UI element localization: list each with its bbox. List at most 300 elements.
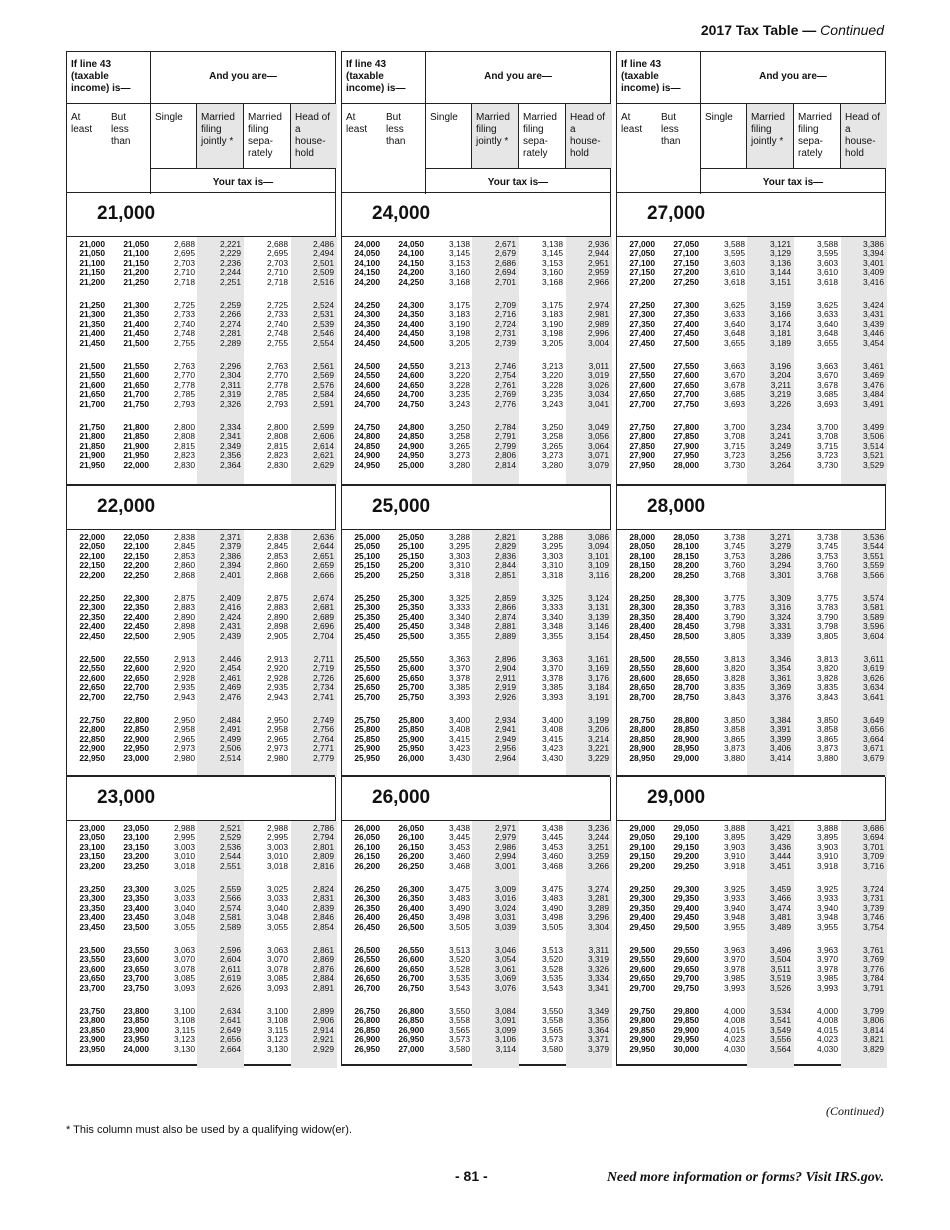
but-less-than-cell: 22,850 xyxy=(123,724,149,735)
single-tax-cell: 3,415 xyxy=(449,733,470,744)
head-of-household-tax-cell: 3,821 xyxy=(863,1034,884,1045)
married-separately-tax-cell: 2,733 xyxy=(267,309,288,320)
but-less-than-cell: 27,500 xyxy=(673,337,699,348)
married-separately-tax-cell: 2,778 xyxy=(267,379,288,390)
single-tax-cell: 3,790 xyxy=(724,611,745,622)
at-least-cell: 21,300 xyxy=(79,309,105,320)
married-separately-tax-cell: 3,858 xyxy=(817,724,838,735)
table-row xyxy=(617,632,885,641)
table-row xyxy=(342,862,610,871)
head-of-household-header: Head of a house- hold xyxy=(291,104,337,168)
married-jointly-tax-cell: 2,919 xyxy=(495,682,516,693)
married-jointly-tax-cell: 2,431 xyxy=(220,621,241,632)
at-least-cell: 24,100 xyxy=(354,257,380,268)
but-less-than-cell: 22,350 xyxy=(123,602,149,613)
at-least-cell: 28,050 xyxy=(629,541,655,552)
table-row xyxy=(617,683,885,692)
but-less-than-cell: 24,000 xyxy=(123,1043,149,1054)
single-tax-cell: 2,943 xyxy=(174,691,195,702)
but-less-than-cell: 24,900 xyxy=(398,440,424,451)
single-tax-cell: 3,025 xyxy=(174,884,195,894)
at-least-cell: 23,650 xyxy=(79,973,105,984)
married-jointly-tax-cell: 3,151 xyxy=(770,276,791,287)
married-jointly-tax-cell: 3,061 xyxy=(495,963,516,974)
table-row xyxy=(342,442,610,451)
at-least-cell: 28,450 xyxy=(629,630,655,641)
row-group xyxy=(342,943,610,1004)
married-jointly-tax-cell: 2,409 xyxy=(220,593,241,603)
but-less-than-cell: 28,950 xyxy=(673,743,699,754)
but-less-than-cell: 21,300 xyxy=(123,300,149,310)
at-least-cell: 24,400 xyxy=(354,328,380,339)
married-jointly-tax-cell: 3,496 xyxy=(770,945,791,955)
but-less-than-cell: 28,200 xyxy=(673,560,699,571)
head-of-household-tax-cell: 2,989 xyxy=(588,318,609,329)
section-heading: 21,000 xyxy=(67,193,335,237)
at-least-cell: 29,200 xyxy=(629,860,655,871)
row-group xyxy=(617,882,885,943)
married-separately-tax-cell: 3,415 xyxy=(542,733,563,744)
at-least-cell: 22,200 xyxy=(79,569,105,580)
but-less-than-cell: 22,300 xyxy=(123,593,149,603)
table-row xyxy=(617,561,885,570)
at-least-header: At least xyxy=(346,112,368,135)
married-separately-tax-cell: 3,708 xyxy=(817,431,838,442)
single-tax-cell: 3,183 xyxy=(449,309,470,320)
table-row xyxy=(342,744,610,753)
married-separately-tax-cell: 3,295 xyxy=(542,541,563,552)
head-of-household-tax-cell: 3,236 xyxy=(588,823,609,833)
single-tax-cell: 3,588 xyxy=(724,239,745,249)
table-row xyxy=(342,894,610,903)
at-least-cell: 25,950 xyxy=(354,752,380,763)
at-least-cell: 28,600 xyxy=(629,672,655,683)
at-least-cell: 21,550 xyxy=(79,370,105,381)
table-row xyxy=(617,974,885,983)
married-jointly-tax-cell: 3,069 xyxy=(495,973,516,984)
married-jointly-tax-cell: 2,251 xyxy=(220,276,241,287)
at-least-cell: 25,550 xyxy=(354,663,380,674)
head-of-household-tax-cell: 2,914 xyxy=(313,1024,334,1035)
head-of-household-tax-cell: 3,416 xyxy=(863,276,884,287)
at-least-cell: 24,700 xyxy=(354,398,380,409)
table-row xyxy=(67,362,335,371)
single-tax-cell: 3,243 xyxy=(449,398,470,409)
head-of-household-tax-cell: 2,681 xyxy=(313,602,334,613)
table-row xyxy=(342,824,610,833)
head-of-household-tax-cell: 2,839 xyxy=(313,902,334,913)
table-row xyxy=(617,894,885,903)
but-less-than-cell: 23,300 xyxy=(123,884,149,894)
single-tax-cell: 3,453 xyxy=(449,841,470,852)
table-row xyxy=(342,594,610,603)
married-jointly-tax-cell: 2,806 xyxy=(495,450,516,461)
table-row xyxy=(342,984,610,993)
but-less-than-cell: 25,250 xyxy=(398,569,424,580)
single-tax-cell: 2,740 xyxy=(174,318,195,329)
married-jointly-tax-cell: 2,994 xyxy=(495,851,516,862)
section-heading: 27,000 xyxy=(617,193,885,237)
head-of-household-tax-cell: 2,996 xyxy=(588,328,609,339)
table-row xyxy=(342,754,610,763)
married-jointly-tax-cell: 2,544 xyxy=(220,851,241,862)
married-jointly-tax-cell: 2,634 xyxy=(220,1006,241,1016)
table-row xyxy=(617,278,885,287)
section-heading: 24,000 xyxy=(342,193,610,237)
but-less-than-cell: 25,400 xyxy=(398,611,424,622)
head-of-household-tax-cell: 2,494 xyxy=(313,248,334,259)
single-tax-cell: 3,595 xyxy=(724,248,745,259)
single-tax-cell: 2,928 xyxy=(174,672,195,683)
married-separately-tax-cell: 3,003 xyxy=(267,841,288,852)
but-less-than-cell: 23,200 xyxy=(123,851,149,862)
head-of-household-tax-cell: 3,131 xyxy=(588,602,609,613)
married-jointly-tax-cell: 2,416 xyxy=(220,602,241,613)
but-less-than-cell: 22,150 xyxy=(123,550,149,561)
single-tax-cell: 3,505 xyxy=(449,921,470,932)
table-row xyxy=(67,965,335,974)
table-row xyxy=(617,984,885,993)
married-separately-tax-cell: 2,815 xyxy=(267,440,288,451)
head-of-household-tax-cell: 2,779 xyxy=(313,752,334,763)
column-header xyxy=(342,52,610,193)
head-of-household-tax-cell: 3,221 xyxy=(588,743,609,754)
head-of-household-tax-cell: 2,666 xyxy=(313,569,334,580)
but-less-than-cell: 28,600 xyxy=(673,663,699,674)
at-least-cell: 24,900 xyxy=(354,450,380,461)
married-separately-tax-cell: 3,363 xyxy=(542,654,563,664)
single-tax-cell: 3,805 xyxy=(724,630,745,641)
head-of-household-tax-cell: 2,651 xyxy=(313,550,334,561)
married-separately-tax-cell: 3,378 xyxy=(542,672,563,683)
single-tax-cell: 3,468 xyxy=(449,860,470,871)
at-least-cell: 24,850 xyxy=(354,440,380,451)
row-group xyxy=(342,359,610,420)
at-least-cell: 25,650 xyxy=(354,682,380,693)
table-row xyxy=(67,542,335,551)
but-less-than-cell: 26,650 xyxy=(398,963,424,974)
head-of-household-tax-cell: 3,806 xyxy=(863,1015,884,1026)
single-tax-cell: 3,610 xyxy=(724,267,745,278)
married-jointly-tax-cell: 2,836 xyxy=(495,550,516,561)
married-jointly-tax-cell: 3,451 xyxy=(770,860,791,871)
but-less-than-cell: 23,500 xyxy=(123,921,149,932)
married-separately-tax-cell: 2,710 xyxy=(267,267,288,278)
single-tax-cell: 3,288 xyxy=(449,532,470,542)
single-tax-cell: 3,145 xyxy=(449,248,470,259)
but-less-than-cell: 28,350 xyxy=(673,602,699,613)
married-separately-tax-cell: 3,108 xyxy=(267,1015,288,1026)
table-row xyxy=(67,754,335,763)
married-jointly-tax-cell: 3,429 xyxy=(770,832,791,843)
at-least-cell: 25,150 xyxy=(354,560,380,571)
at-least-cell: 26,150 xyxy=(354,851,380,862)
row-group xyxy=(617,652,885,713)
married-separately-tax-cell: 3,048 xyxy=(267,912,288,923)
but-less-than-cell: 26,700 xyxy=(398,973,424,984)
single-tax-cell: 2,973 xyxy=(174,743,195,754)
married-jointly-tax-cell: 2,424 xyxy=(220,611,241,622)
head-of-household-tax-cell: 2,824 xyxy=(313,884,334,894)
head-of-household-tax-cell: 2,659 xyxy=(313,560,334,571)
married-jointly-tax-cell: 2,499 xyxy=(220,733,241,744)
table-row xyxy=(342,451,610,460)
but-less-than-cell: 22,500 xyxy=(123,630,149,641)
married-separately-tax-cell: 3,220 xyxy=(542,370,563,381)
married-separately-tax-cell: 3,018 xyxy=(267,860,288,871)
married-separately-tax-cell: 3,693 xyxy=(817,398,838,409)
but-less-than-cell: 21,750 xyxy=(123,398,149,409)
head-of-household-tax-cell: 2,794 xyxy=(313,832,334,843)
single-tax-cell: 3,888 xyxy=(724,823,745,833)
income-section xyxy=(67,775,335,1066)
head-of-household-tax-cell: 2,674 xyxy=(313,593,334,603)
at-least-cell: 26,850 xyxy=(354,1024,380,1035)
single-tax-cell: 3,663 xyxy=(724,361,745,371)
table-row xyxy=(342,278,610,287)
row-group xyxy=(617,943,885,1004)
table-row xyxy=(617,923,885,932)
married-separately-tax-cell: 3,513 xyxy=(542,945,563,955)
single-tax-cell: 2,883 xyxy=(174,602,195,613)
married-jointly-tax-cell: 2,581 xyxy=(220,912,241,923)
married-separately-tax-cell: 3,625 xyxy=(817,300,838,310)
married-jointly-tax-cell: 2,596 xyxy=(220,945,241,955)
at-least-cell: 27,600 xyxy=(629,379,655,390)
table-row xyxy=(617,542,885,551)
single-tax-cell: 3,760 xyxy=(724,560,745,571)
but-less-than-cell: 27,050 xyxy=(673,239,699,249)
single-tax-cell: 3,655 xyxy=(724,337,745,348)
but-less-than-cell: 24,400 xyxy=(398,318,424,329)
single-tax-cell: 3,865 xyxy=(724,733,745,744)
at-least-cell: 28,200 xyxy=(629,569,655,580)
single-tax-cell: 2,763 xyxy=(174,361,195,371)
married-separately-tax-cell: 2,770 xyxy=(267,370,288,381)
married-jointly-tax-cell: 2,491 xyxy=(220,724,241,735)
but-less-than-cell: 25,000 xyxy=(398,459,424,470)
but-less-than-cell: 28,300 xyxy=(673,593,699,603)
head-of-household-tax-cell: 3,214 xyxy=(588,733,609,744)
row-group xyxy=(617,821,885,882)
table-row xyxy=(67,603,335,612)
table-row xyxy=(617,240,885,249)
head-of-household-tax-cell: 2,539 xyxy=(313,318,334,329)
at-least-cell: 27,400 xyxy=(629,328,655,339)
at-least-cell: 21,600 xyxy=(79,379,105,390)
married-jointly-tax-cell: 2,266 xyxy=(220,309,241,320)
but-less-than-cell: 21,800 xyxy=(123,422,149,432)
married-separately-tax-cell: 2,800 xyxy=(267,422,288,432)
at-least-cell: 28,400 xyxy=(629,621,655,632)
head-of-household-tax-cell: 2,584 xyxy=(313,389,334,400)
section-rows xyxy=(617,821,885,1068)
table-row xyxy=(342,432,610,441)
married-jointly-tax-cell: 3,054 xyxy=(495,954,516,965)
but-less-than-cell: 24,950 xyxy=(398,450,424,461)
married-jointly-tax-cell: 2,521 xyxy=(220,823,241,833)
single-tax-cell: 3,018 xyxy=(174,860,195,871)
but-less-than-cell: 28,550 xyxy=(673,654,699,664)
married-separately-tax-cell: 3,685 xyxy=(817,389,838,400)
table-row xyxy=(67,451,335,460)
table-row xyxy=(67,432,335,441)
married-separately-tax-cell: 3,745 xyxy=(817,541,838,552)
head-of-household-tax-cell: 3,499 xyxy=(863,422,884,432)
at-least-cell: 22,650 xyxy=(79,682,105,693)
table-row xyxy=(67,693,335,702)
single-tax-cell: 3,693 xyxy=(724,398,745,409)
row-group xyxy=(617,420,885,481)
at-least-cell: 21,350 xyxy=(79,318,105,329)
single-tax-cell: 3,408 xyxy=(449,724,470,735)
married-jointly-tax-cell: 3,541 xyxy=(770,1015,791,1026)
table-row xyxy=(67,1016,335,1025)
married-jointly-tax-cell: 3,016 xyxy=(495,893,516,904)
table-row xyxy=(67,268,335,277)
table-row xyxy=(617,693,885,702)
table-row xyxy=(617,1026,885,1035)
but-less-than-cell: 30,000 xyxy=(673,1043,699,1054)
at-least-cell: 24,750 xyxy=(354,422,380,432)
married-jointly-tax-cell: 2,611 xyxy=(220,963,241,974)
married-separately-tax-cell: 3,565 xyxy=(542,1024,563,1035)
single-header: Single xyxy=(701,104,747,168)
married-separately-tax-cell: 3,610 xyxy=(817,267,838,278)
head-of-household-tax-cell: 3,394 xyxy=(863,248,884,259)
married-separately-tax-cell: 2,845 xyxy=(267,541,288,552)
single-tax-cell: 3,070 xyxy=(174,954,195,965)
row-group xyxy=(617,1004,885,1065)
table-row xyxy=(617,571,885,580)
at-least-cell: 22,800 xyxy=(79,724,105,735)
married-separately-tax-cell: 3,850 xyxy=(817,715,838,725)
head-of-household-tax-cell: 2,599 xyxy=(313,422,334,432)
head-of-household-tax-cell: 3,454 xyxy=(863,337,884,348)
single-tax-cell: 2,965 xyxy=(174,733,195,744)
but-less-than-cell: 22,400 xyxy=(123,611,149,622)
married-jointly-tax-cell: 2,334 xyxy=(220,422,241,432)
at-least-cell: 21,250 xyxy=(79,300,105,310)
single-tax-cell: 3,535 xyxy=(449,973,470,984)
married-jointly-tax-cell: 2,641 xyxy=(220,1015,241,1026)
at-least-cell: 28,250 xyxy=(629,593,655,603)
row-group xyxy=(67,359,335,420)
but-less-than-cell: 21,200 xyxy=(123,267,149,278)
your-tax-is-header: Your tax is— xyxy=(151,168,335,194)
head-of-household-tax-cell: 3,634 xyxy=(863,682,884,693)
but-less-than-cell: 25,500 xyxy=(398,630,424,641)
married-jointly-tax-cell: 2,851 xyxy=(495,569,516,580)
single-tax-cell: 3,153 xyxy=(449,257,470,268)
head-of-household-tax-cell: 3,544 xyxy=(863,541,884,552)
row-group xyxy=(67,591,335,652)
head-of-household-tax-cell: 3,491 xyxy=(863,398,884,409)
at-least-cell: 22,500 xyxy=(79,654,105,664)
column-header xyxy=(67,52,335,193)
married-separately-tax-cell: 3,213 xyxy=(542,361,563,371)
head-of-household-tax-cell: 2,591 xyxy=(313,398,334,409)
married-separately-tax-cell: 3,100 xyxy=(267,1006,288,1016)
married-separately-tax-cell: 3,655 xyxy=(817,337,838,348)
married-jointly-tax-cell: 2,934 xyxy=(495,715,516,725)
column-labels xyxy=(67,103,335,193)
married-separately-tax-cell: 3,310 xyxy=(542,560,563,571)
head-of-household-tax-cell: 3,724 xyxy=(863,884,884,894)
married-separately-tax-cell: 3,753 xyxy=(817,550,838,561)
but-less-than-cell: 28,700 xyxy=(673,682,699,693)
income-section xyxy=(342,775,610,1066)
married-separately-tax-cell: 3,723 xyxy=(817,450,838,461)
single-tax-cell: 3,483 xyxy=(449,893,470,904)
but-less-than-cell: 25,650 xyxy=(398,672,424,683)
at-least-cell: 25,050 xyxy=(354,541,380,552)
table-row xyxy=(617,904,885,913)
table-row xyxy=(67,843,335,852)
married-separately-tax-cell: 3,025 xyxy=(267,884,288,894)
table-row xyxy=(617,329,885,338)
table-row xyxy=(617,913,885,922)
but-less-than-cell: 25,200 xyxy=(398,560,424,571)
head-of-household-tax-cell: 3,176 xyxy=(588,672,609,683)
married-separately-tax-cell: 3,580 xyxy=(542,1043,563,1054)
married-jointly-tax-cell: 2,889 xyxy=(495,630,516,641)
married-separately-tax-cell: 3,070 xyxy=(267,954,288,965)
head-of-household-tax-cell: 2,936 xyxy=(588,239,609,249)
single-tax-cell: 2,800 xyxy=(174,422,195,432)
but-less-than-cell: 21,400 xyxy=(123,318,149,329)
married-jointly-tax-cell: 3,339 xyxy=(770,630,791,641)
table-row xyxy=(342,613,610,622)
married-separately-tax-cell: 3,258 xyxy=(542,431,563,442)
table-row xyxy=(67,561,335,570)
row-group xyxy=(67,420,335,481)
but-less-than-cell: 24,100 xyxy=(398,248,424,259)
single-tax-cell: 2,868 xyxy=(174,569,195,580)
married-jointly-tax-cell: 3,436 xyxy=(770,841,791,852)
married-separately-tax-cell: 3,400 xyxy=(542,715,563,725)
row-group xyxy=(617,591,885,652)
married-jointly-tax-cell: 2,626 xyxy=(220,982,241,993)
head-of-household-tax-cell: 3,206 xyxy=(588,724,609,735)
head-of-household-tax-cell: 3,311 xyxy=(588,945,609,955)
table-row xyxy=(617,552,885,561)
table-row xyxy=(342,423,610,432)
single-tax-cell: 2,980 xyxy=(174,752,195,763)
married-separately-tax-cell: 3,010 xyxy=(267,851,288,862)
head-of-household-tax-cell: 2,516 xyxy=(313,276,334,287)
but-less-than-cell: 28,500 xyxy=(673,630,699,641)
head-of-household-tax-cell: 3,071 xyxy=(588,450,609,461)
row-group xyxy=(342,530,610,591)
single-tax-cell: 3,670 xyxy=(724,370,745,381)
married-jointly-tax-cell: 3,369 xyxy=(770,682,791,693)
but-less-than-cell: 25,350 xyxy=(398,602,424,613)
married-jointly-tax-cell: 2,259 xyxy=(220,300,241,310)
head-of-household-tax-cell: 3,709 xyxy=(863,851,884,862)
married-separately-tax-cell: 3,318 xyxy=(542,569,563,580)
but-less-than-cell: 29,950 xyxy=(673,1034,699,1045)
but-less-than-cell: 27,550 xyxy=(673,361,699,371)
section-rows xyxy=(67,237,335,484)
married-jointly-tax-cell: 2,739 xyxy=(495,337,516,348)
table-row xyxy=(342,693,610,702)
single-tax-cell: 2,793 xyxy=(174,398,195,409)
table-row xyxy=(617,965,885,974)
but-less-than-cell: 26,900 xyxy=(398,1024,424,1035)
at-least-cell: 29,550 xyxy=(629,954,655,965)
married-separately-tax-cell: 3,798 xyxy=(817,621,838,632)
